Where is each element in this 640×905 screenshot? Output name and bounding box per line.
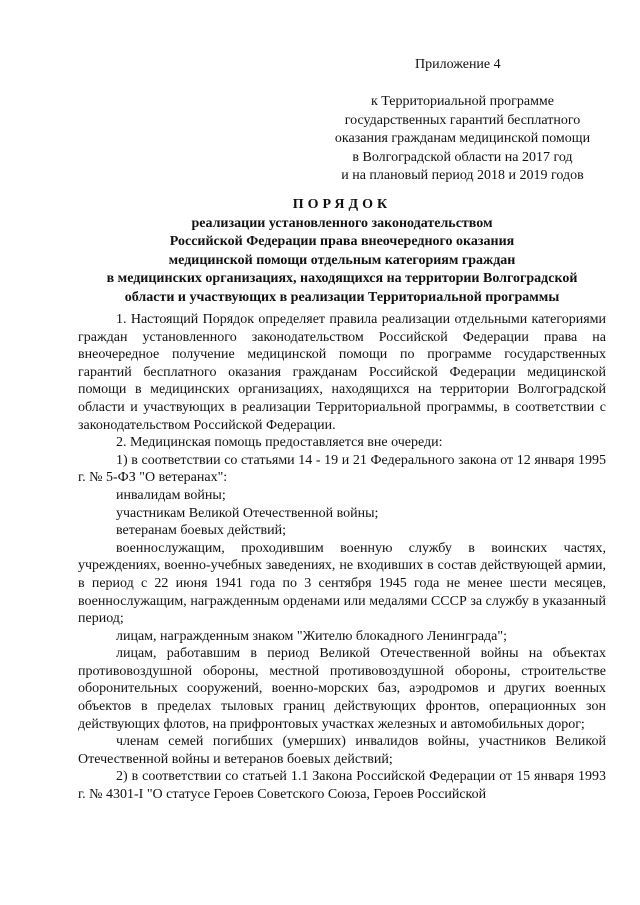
list-item: военнослужащим, проходившим военную службу в воинских частях, учреждениях, военно-учебных заведениях, не входивших в состав действующей армии, в период с 22 июня 1941 года по 3 сентября 1945 года не менее шести месяцев, военнослужащим, награжденным орденами или медалями СССР за службу в указанный период; — [78, 540, 606, 627]
annex-line: оказания гражданам медицинской помощи — [334, 131, 591, 146]
list-item: членам семей погибших (умерших) инвалидов войны, участников Великой Отечественной войны и ветеранов боевых действий; — [78, 734, 606, 767]
document-title — [72, 196, 612, 307]
annex-caption — [300, 93, 625, 186]
title-line: реализации установленного законодательством — [191, 215, 493, 231]
paragraph-3: 1) в соответствии со статьями 14 - 19 и 21 Федерального закона от 12 января 1995 г. № 5-ФЗ "О ветеранах": — [78, 452, 606, 486]
list-item: инвалидам войны; — [116, 487, 226, 503]
annex-line: к Территориальной программе — [370, 94, 555, 109]
annex-line: государственных гарантий бесплатного — [344, 112, 581, 128]
title-line: в медицинских организациях, находящихся на территории Волгоградской — [106, 271, 578, 286]
list-item: участникам Великой Отечественной войны; — [116, 505, 379, 521]
title-heading: ПОРЯДОК — [292, 197, 392, 212]
annex-line: в Волгоградской области на 2017 год — [352, 149, 573, 165]
annex-number: Приложение 4 — [415, 57, 501, 72]
paragraph-1: 1. Настоящий Порядок определяет правила реализации отдельными категориями граждан установленного законодательством Российской Федерации права на внеочередное получение медицинской помощи по программе государственных гарантий бесплатного оказания гражданам Российской Федерации медицинской помощи в медицинских организациях, находящихся на территории Волгоградской области и участвующих в реализации Территориальной программы, в соответствии с законодательством Российской Федерации. — [78, 312, 606, 433]
title-line: Российской Федерации права внеочередного оказания — [169, 234, 515, 249]
document-body — [78, 311, 606, 804]
annex-line: и на плановый период 2018 и 2019 годов — [341, 168, 584, 183]
list-item: лицам, награжденным знаком "Жителю блокадного Ленинграда"; — [116, 628, 507, 644]
list-item: лицам, работавшим в период Великой Отечественной войны на объектах противовоздушной обороны, местной противовоздушной обороны, строительстве оборонительных сооружений, военно-морских баз, аэродромов и других военных объектов в пределах тыловых границ действующих фронтов, операционных зон действующих флотов, на прифронтовых участках железных и автомобильных дорог; — [78, 646, 606, 732]
paragraph-2: 2. Медицинская помощь предоставляется вне очереди: — [116, 435, 443, 451]
paragraph-4: 2) в соответствии со статьей 1.1 Закона Российской Федерации от 15 января 1993 г. № 4301-I "О статусе Героев Советского Союза, Героев Российской — [78, 769, 606, 803]
title-line: области и участвующих в реализации Территориальной программы — [124, 289, 560, 305]
title-line: медицинской помощи отдельным категориям граждан — [168, 252, 516, 268]
list-item: ветеранам боевых действий; — [116, 523, 287, 539]
